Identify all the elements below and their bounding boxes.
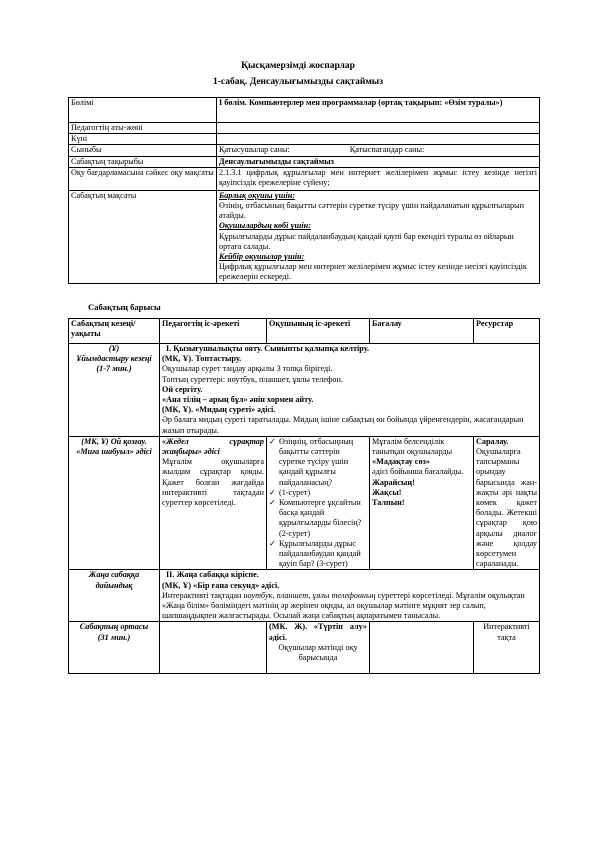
info-label: Сабақтың тақырыбы bbox=[69, 156, 217, 167]
content-line: Топтың суреттері: ноутбук, планшет, ұялы телефон. bbox=[162, 374, 343, 384]
table-row bbox=[69, 570, 540, 622]
question-item: ✓ Өзіңнің, отбасыңның бақытты сәттерін суретке түсіру үшін қандай құрылғы пайдаланасың? bbox=[269, 437, 367, 488]
goal-some-heading: Кейбір оқушылар үшін: bbox=[219, 252, 305, 262]
content-line: «Ана тілің – арың бұл» әнін хормен айту. bbox=[162, 395, 314, 405]
info-value bbox=[217, 145, 540, 156]
differentiation-heading: Саралау. bbox=[476, 436, 509, 446]
praise-word: Жақсы! bbox=[372, 487, 402, 497]
document-title: Қысқамерзімді жоспарлар bbox=[241, 61, 355, 71]
stage-code: (Ұ) bbox=[108, 344, 120, 353]
stage-cell: Жаңа сабаққа дайындық bbox=[69, 570, 160, 622]
info-label: Сыныбы bbox=[69, 145, 217, 156]
table-row bbox=[69, 344, 540, 437]
content-line: Интерактивті тақтадан ноутбук, планшет, ұялы телефонның суреттері көрсетіледі. Мұғалім оқулықтан «Жаңа білім» бөліміндегі мәтінің әр жерінен оқиды, ал оқушылар мәтінге мұқият зер салып, шапшаңдықпен жалғастырады. Осылай жаңа сабақтың ақпаратымен танысалы. bbox=[162, 590, 525, 621]
teacher-method-heading: «Жедел сұрақтар жаңбыры» әдісі bbox=[162, 436, 264, 457]
stage-time: (1-7 мин.) bbox=[96, 364, 132, 374]
info-label: Сабақтың мақсаты bbox=[69, 190, 217, 283]
question-item: ✓ Құрылғыларды дұрыс пайдаланбаудан қандай қауіп бар? (3-сурет) bbox=[269, 539, 367, 570]
info-value: 2.1.3.1 цифрлық құрылғылар мен интернет желілерімен жұмыс істеу кезінде негізгі қауіпсіздік ережелеріне сүйену; bbox=[217, 167, 540, 190]
assessment-text: Мұғалім белсенділік танытқан оқушыларды bbox=[372, 436, 453, 457]
column-header: Оқушының іс-әрекеті bbox=[267, 319, 370, 344]
table-row bbox=[69, 134, 540, 145]
student-action-cell bbox=[267, 436, 370, 570]
column-header: Сабақтың кезеңі/уақыты bbox=[69, 319, 160, 344]
section-heading: Сабақтың барысы bbox=[88, 302, 161, 312]
stage-cell bbox=[69, 344, 160, 437]
table-row bbox=[69, 167, 540, 190]
table-header-row bbox=[69, 319, 540, 344]
info-label: Оқу бағдарламасына сәйкес оқу мақсаты bbox=[69, 167, 217, 190]
teacher-action-cell bbox=[160, 622, 267, 674]
goal-most-text: Құрылғыларды дұрыс пайдаланбаудың қандай қаупі бар екендігі туралы өз ойларын ортаға салады. bbox=[219, 231, 514, 251]
differentiation-text: Оқушыларға тапсырманы орындау барысында жан-жақты әрі нақты көмек қажет болады. Жетекші сұрақтар қою арқылы диалог және қолдау көрсетумен сараланады. bbox=[476, 447, 537, 569]
participants-count-label: Қатысушылар саны: bbox=[219, 145, 290, 155]
question-ref: ✓ (1-сурет) bbox=[269, 488, 367, 498]
content-line: І. Қызығушылықты ояту. Сыныпты қалыпқа келтіру. bbox=[166, 344, 370, 353]
column-header: Бағалау bbox=[370, 319, 474, 344]
stage-cell bbox=[69, 622, 160, 674]
table-row bbox=[69, 190, 540, 283]
resources-cell bbox=[474, 436, 540, 570]
stage-name: Ұйымдастыру кезеңі bbox=[76, 354, 152, 364]
table-row bbox=[69, 622, 540, 674]
table-row bbox=[69, 156, 540, 167]
assessment-text: әдісі бойынша бағалайды. bbox=[372, 467, 464, 477]
stage-cell: (МК, Ұ) Ой қозғау. «Миға шабуыл» әдісі bbox=[69, 436, 160, 570]
table-row bbox=[69, 436, 540, 570]
goal-all-heading: Барлық оқушы үшін: bbox=[219, 190, 296, 200]
lesson-goals bbox=[217, 190, 540, 283]
lesson-info-table bbox=[68, 97, 540, 284]
teacher-method-text: Мұғалім оқушыларға жылдам сұрақтар қояды. Қажет болған жағдайда интерактивті тақтадан суреттер көрсетіледі. bbox=[162, 457, 264, 508]
table-row bbox=[69, 123, 540, 134]
lesson-subtitle: 1-сабақ. Денсаулығымызды сақтаймыз bbox=[212, 77, 384, 87]
content-line: Ой сергіту. bbox=[162, 384, 203, 394]
praise-word: Жарайсың! bbox=[372, 477, 415, 487]
lesson-flow-table bbox=[68, 318, 540, 674]
goal-most-heading: Оқушылардың көбі үшін: bbox=[219, 221, 311, 231]
content-line: (МК, Ұ) «Бір ғана секунд» әдісі. bbox=[162, 580, 280, 590]
info-label: Педагогтің аты-жөні bbox=[69, 123, 217, 134]
absent-count-label: Қатыспағандар саны: bbox=[349, 145, 425, 155]
table-row bbox=[69, 98, 540, 123]
table-row bbox=[69, 145, 540, 156]
goal-some-text: Цифрлық құрылғылар мен интернет желілерімен жұмыс істеу кезінде негізгі қауіпсіздік ережелерін ескереді. bbox=[219, 262, 527, 282]
new-lesson-content bbox=[160, 570, 540, 622]
student-method-heading: (МК. Ж). «Түртіп алу» әдісі. bbox=[269, 622, 367, 642]
content-line: Оқушылар сурет таңдау арқылы 3 топқа бірігеді. bbox=[162, 364, 333, 374]
info-label: Күні bbox=[69, 134, 217, 145]
info-value bbox=[217, 134, 540, 145]
stage-time: (31 мин.) bbox=[97, 632, 131, 642]
student-action-cell bbox=[267, 622, 370, 674]
assessment-cell bbox=[370, 622, 474, 674]
column-header: Педагогтің іс-әрекеті bbox=[160, 319, 267, 344]
info-value: І бөлім. Компьютерлер мен программалар (ортақ тақырып: «Өзім туралы») bbox=[217, 98, 540, 123]
praise-word: Талпын! bbox=[372, 498, 405, 508]
content-line: ІІ. Жаңа сабаққа кіріспе. bbox=[166, 570, 259, 580]
content-line: Әр балаға мидың суреті таратылады. Мидың ішіне сабақтың өн бойында үйренгендерін, жасағандарын жазып отырады. bbox=[162, 415, 524, 435]
teacher-action-cell bbox=[160, 436, 267, 570]
resources-cell: Интерактивті тақта bbox=[474, 622, 540, 674]
column-header: Ресурстар bbox=[474, 319, 540, 344]
info-label: Бөлімі bbox=[69, 98, 217, 123]
goal-all-text: Өзінің, отбасының бақытты сәттерін суретке түсіру үшін пайдаланатын құрылғыларын атайды. bbox=[219, 201, 524, 221]
org-stage-content bbox=[160, 344, 540, 437]
content-line: (МК, Ұ). Топтастыру. bbox=[162, 354, 242, 364]
assessment-method: «Мадақтау сөз» bbox=[372, 457, 430, 467]
question-item: ✓ Компьютерге ұқсайтын басқа қандай құрылғыларды білесің? (2-сурет) bbox=[269, 498, 367, 539]
stage-name: Сабақтың ортасы bbox=[79, 622, 149, 632]
assessment-cell bbox=[370, 436, 474, 570]
info-value: Денсаулығымызды сақтаймыз bbox=[217, 156, 540, 167]
content-line: (МК, Ұ). «Мидың суреті» әдісі. bbox=[162, 405, 276, 415]
info-value bbox=[217, 123, 540, 134]
student-method-text: Оқушылар мәтінді оқу барысында bbox=[278, 642, 358, 663]
